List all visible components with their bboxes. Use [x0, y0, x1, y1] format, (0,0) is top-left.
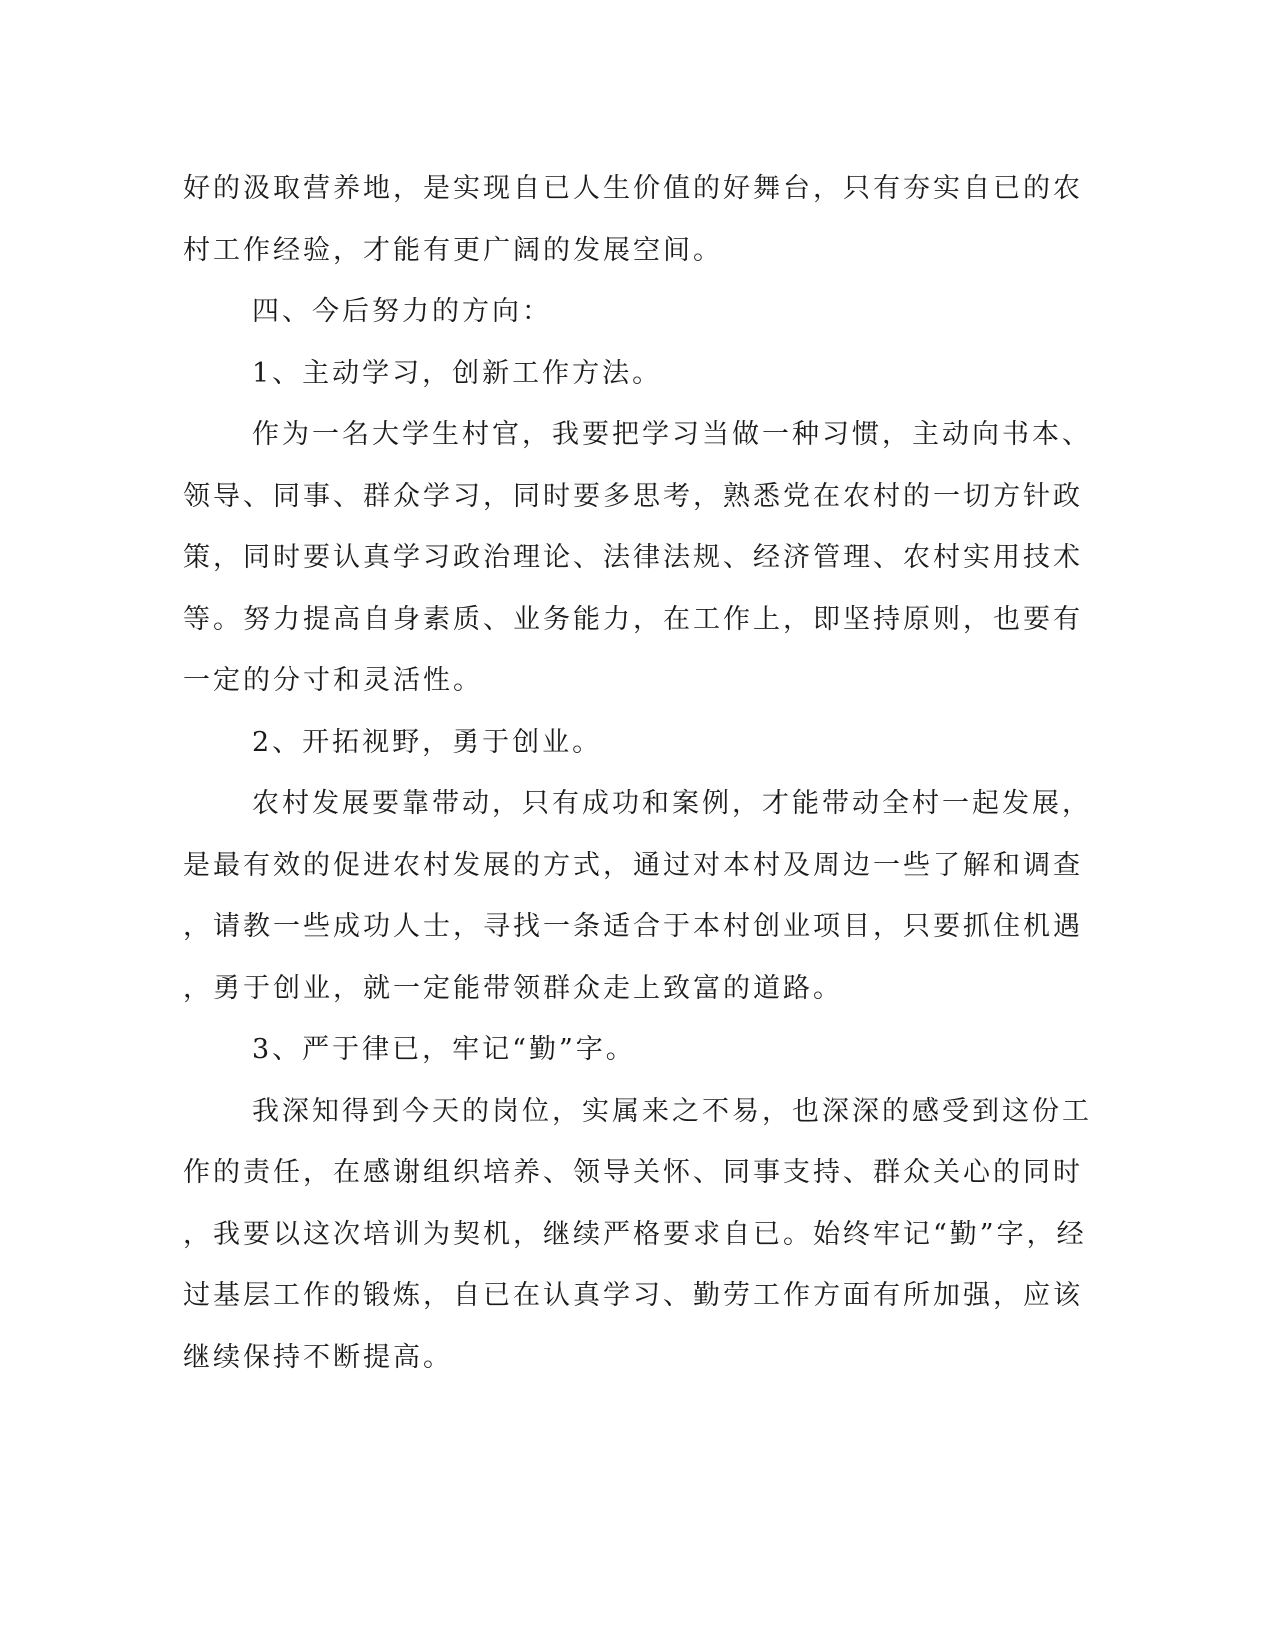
section-heading: 四、今后努力的方向： — [252, 296, 552, 327]
text-line: 是最有效的促进农村发展的方式，通过对本村及周边一些了解和调查 — [183, 849, 1083, 881]
text-line: 好的汲取营养地，是实现自已人生价值的好舞台，只有夯实自已的农 — [183, 173, 1083, 204]
text-line: ，请教一些成功人士，寻找一条适合于本村创业项目，只要抓住机遇 — [183, 911, 1083, 942]
body-text — [183, 158, 1092, 1388]
subheading-3: 3、严于律已，牢记“勤”字。 — [252, 1034, 636, 1065]
subheading-1: 1、主动学习，创新工作方法。 — [252, 357, 663, 389]
text-line: 我深知得到今天的岗位，实属来之不易，也深深的感受到这份工 — [252, 1095, 1092, 1127]
text-line: ，我要以这次培训为契机，继续严格要求自已。始终牢记“勤”字，经 — [183, 1218, 1087, 1250]
text-line: 一定的分寸和灵活性。 — [183, 665, 483, 696]
subheading-2: 2、开拓视野，勇于创业。 — [252, 726, 603, 758]
text-line: ，勇于创业，就一定能带领群众走上致富的道路。 — [183, 972, 843, 1004]
text-line: 作为一名大学生村官，我要把学习当做一种习惯，主动向书本、 — [252, 419, 1092, 450]
text-line: 策，同时要认真学习政治理论、法律法规、经济管理、农村实用技术 — [183, 542, 1083, 573]
text-line: 等。努力提高自身素质、业务能力，在工作上，即坚持原则，也要有 — [183, 603, 1083, 635]
text-line: 过基层工作的锻炼，自已在认真学习、勤劳工作方面有所加强，应该 — [183, 1280, 1083, 1311]
text-line: 作的责任，在感谢组织培养、领导关怀、同事支持、群众关心的同时 — [183, 1157, 1083, 1188]
text-line: 村工作经验，才能有更广阔的发展空间。 — [183, 234, 723, 266]
text-line: 农村发展要靠带动，只有成功和案例，才能带动全村一起发展， — [252, 788, 1092, 819]
text-line: 领导、同事、群众学习，同时要多思考，熟悉党在农村的一切方针政 — [183, 480, 1083, 512]
text-line: 继续保持不断提高。 — [183, 1341, 453, 1373]
